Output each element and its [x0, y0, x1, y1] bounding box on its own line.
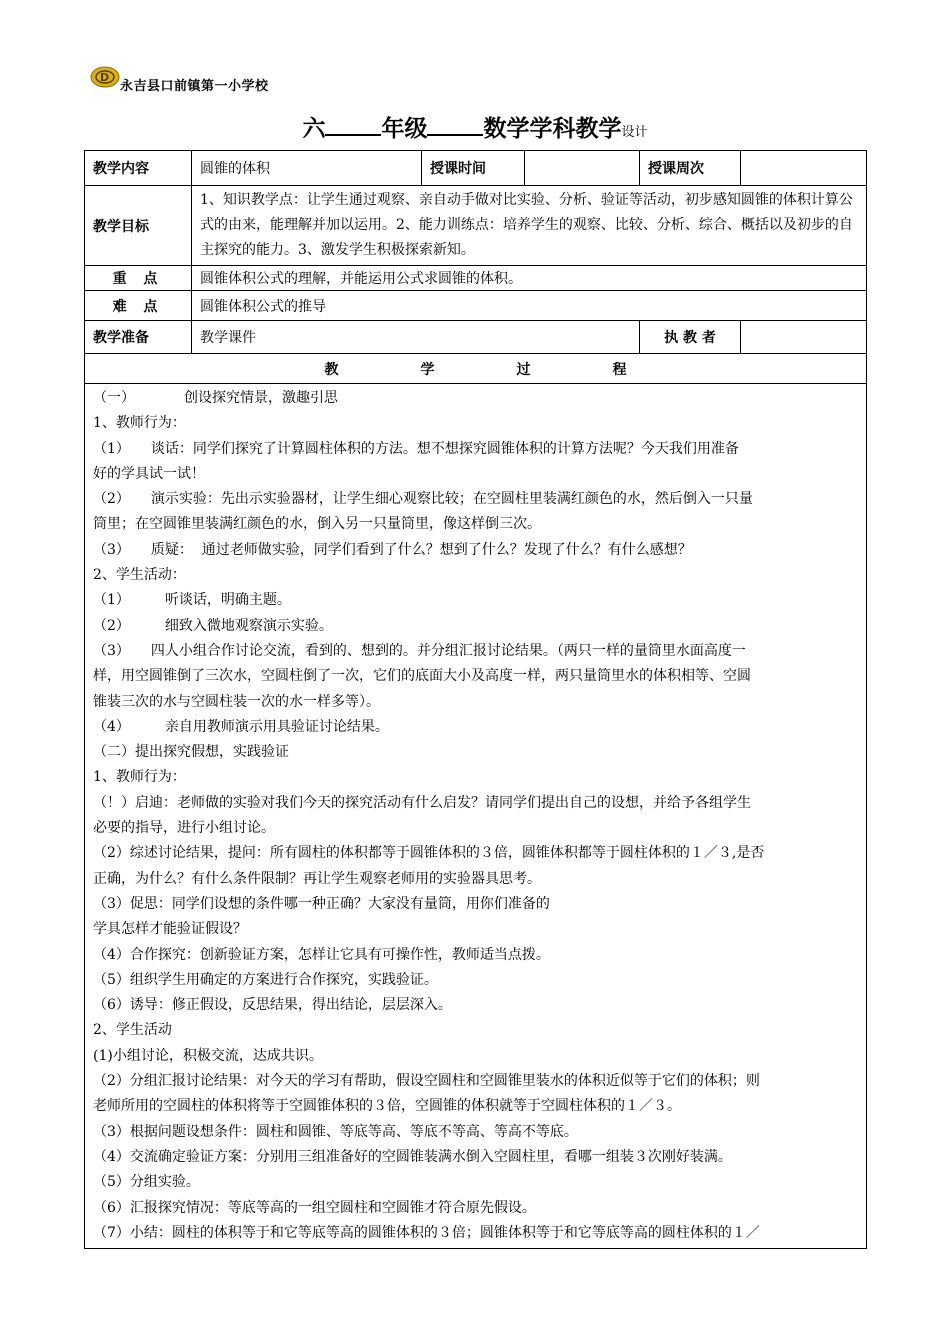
process-line-text: 必要的指导，进行小组讨论。 — [93, 820, 275, 837]
school-logo-icon — [90, 66, 120, 88]
process-line-text: （2） 演示实验：先出示实验器材，让学生细心观察比较；在空圆柱里装满红颜色的水，然后倒入一只量 — [93, 491, 753, 508]
prep-label: 教学准备 — [85, 321, 192, 354]
row-preparation — [85, 321, 867, 354]
process-line-text: 样，用空圆锥倒了三次水，空圆柱倒了一次，它们的底面大小及高度一样，两只量筒里水的体积相等、空圆 — [93, 668, 751, 685]
process-line — [93, 411, 858, 436]
process-line-text: （6）汇报探究情况：等底等高的一组空圆柱和空圆锥才符合原先假设。 — [93, 1199, 536, 1216]
process-line — [93, 765, 858, 790]
process-line-text: （3）根据问题设想条件：圆柱和圆锥、等底等高、等底不等高、等高不等底。 — [93, 1123, 578, 1140]
process-line-text: （2）综述讨论结果，提问：所有圆柱的体积都等于圆锥体积的３倍，圆锥体积都等于圆柱体积的１／３,是否 — [93, 845, 765, 862]
page-title — [0, 110, 950, 143]
process-line — [93, 437, 858, 462]
svg-text:D: D — [100, 71, 110, 84]
process-line-text: 老师所用的空圆柱的体积将等于空圆锥体积的３倍，空圆锥的体积就等于空圆柱体积的１／３。 — [93, 1098, 681, 1115]
process-line — [93, 1221, 858, 1246]
process-line — [93, 791, 858, 816]
process-line — [93, 690, 858, 715]
process-heading-char: 程 — [612, 361, 627, 378]
row-content — [85, 151, 867, 186]
process-line-text: （5）组织学生用确定的方案进行合作探究，实践验证。 — [93, 971, 438, 988]
title-blank-1 — [325, 114, 381, 136]
process-line — [93, 639, 858, 664]
row-process-heading — [85, 354, 867, 384]
time-value — [525, 151, 640, 186]
process-line-text: （2） 细致入微地观察演示实验。 — [93, 617, 333, 634]
content-value: 圆锥的体积 — [192, 151, 422, 186]
lesson-plan-table — [84, 150, 867, 1249]
process-line-text: 2、学生活动 — [93, 1022, 172, 1039]
process-line-text: （2）分组汇报讨论结果：对今天的学习有帮助，假设空圆柱和空圆锥里装水的体积近似等于它们的体积；则 — [93, 1073, 760, 1090]
process-line-text: （6）诱导：修正假设，反思结果，得出结论，层层深入。 — [93, 997, 452, 1014]
school-name: 永吉县口前镇第一小学校 — [120, 79, 269, 94]
process-line — [93, 462, 858, 487]
process-line-text: （4）合作探究：创新验证方案，怎样让它具有可操作性，教师适当点拨。 — [93, 946, 550, 963]
process-line — [93, 1170, 858, 1195]
process-line-text: (1)小组讨论，积极交流，达成共识。 — [93, 1047, 323, 1064]
process-line — [93, 512, 858, 537]
process-line — [93, 614, 858, 639]
objectives-label: 教学目标 — [85, 186, 192, 266]
objectives-value: 1、知识教学点：让学生通过观察、亲自动手做对比实验、分析、验证等活动，初步感知圆锥的体积计算公式的由来，能理解并加以运用。2、能力训练点：培养学生的观察、比较、分析、综合、概括以及初步的自主探究的能力。3、激发学生积极探索新知。 — [192, 186, 867, 266]
process-line-text: 好的学具试一试！ — [93, 465, 205, 482]
key-label: 重 点 — [85, 266, 192, 291]
content-label: 教学内容 — [85, 151, 192, 186]
week-label: 授课周次 — [640, 151, 741, 186]
process-line — [93, 968, 858, 993]
process-line-text: 1、教师行为： — [93, 415, 186, 432]
process-heading-char: 教 — [324, 361, 339, 378]
process-line — [93, 816, 858, 841]
process-line — [93, 917, 858, 942]
process-line — [93, 841, 858, 866]
process-line-text: 正确，为什么？有什么条件限制？再让学生观察老师用的实验器具思考。 — [93, 870, 541, 887]
process-line — [93, 1044, 858, 1069]
title-subject: 数学学科教学 — [483, 116, 622, 142]
process-line-text: （二）提出探究假想，实践验证 — [93, 744, 289, 761]
process-line-text: 2、学生活动： — [93, 567, 186, 584]
time-label: 授课时间 — [422, 151, 525, 186]
process-lines — [93, 386, 858, 1246]
process-line — [93, 664, 858, 689]
process-line — [93, 1120, 858, 1145]
process-line-text: （4） 亲自用教师演示用具验证讨论结果。 — [93, 718, 389, 735]
process-line — [93, 715, 858, 740]
title-grade: 六 — [302, 116, 326, 142]
process-heading-char: 学 — [420, 361, 435, 378]
difficulty-label: 难 点 — [85, 291, 192, 321]
key-value: 圆锥体积公式的理解，并能运用公式求圆锥的体积。 — [192, 266, 867, 291]
process-line-text: 锥装三次的水与空圆柱装一次的水一样多等）。 — [93, 693, 380, 710]
process-line — [93, 487, 858, 512]
process-line — [93, 1145, 858, 1170]
prep-value: 教学课件 — [192, 321, 640, 354]
process-line — [93, 1196, 858, 1221]
process-line-text: （5）分组实验。 — [93, 1174, 200, 1191]
process-heading-char: 过 — [516, 361, 531, 378]
process-line-text: （3） 质疑： 通过老师做实验，同学们看到了什么？想到了什么？发现了什么？有什么感想？ — [93, 541, 692, 558]
difficulty-value: 圆锥体积公式的推导 — [192, 291, 867, 321]
process-line-text: （3）促思：同学们设想的条件哪一种正确？大家没有量筒，用你们准备的 — [93, 895, 550, 912]
row-difficulty — [85, 291, 867, 321]
row-key — [85, 266, 867, 291]
process-line-text: （4）交流确定验证方案：分别用三组准备好的空圆锥装满水倒入空圆柱里，看哪一组装３次刚好装满。 — [93, 1148, 732, 1165]
process-line-text: 1、教师行为： — [93, 769, 186, 786]
process-body — [85, 384, 867, 1249]
process-line-text: （1） 听谈话，明确主题。 — [93, 592, 291, 609]
process-line-text: 学具怎样才能验证假设？ — [93, 921, 247, 938]
week-value — [741, 151, 867, 186]
process-line-text: 筒里；在空圆锥里装满红颜色的水，倒入另一只量筒里，像这样倒三次。 — [93, 516, 541, 533]
process-line — [93, 1094, 858, 1119]
process-line-text: （1） 谈话：同学们探究了计算圆柱体积的方法。想不想探究圆锥体积的计算方法呢？今天我们用准备 — [93, 440, 739, 457]
process-line — [93, 740, 858, 765]
process-line — [93, 943, 858, 968]
process-line-text: （3） 四人小组合作讨论交流，看到的、想到的。并分组汇报讨论结果。（两只一样的量筒里水面高度一 — [93, 642, 746, 659]
title-suffix: 设计 — [621, 125, 648, 140]
process-line-text: （！）启迪：老师做的实验对我们今天的探究活动有什么启发？请同学们提出自己的设想，并给予各组学生 — [93, 794, 751, 811]
process-line — [93, 1069, 858, 1094]
row-objectives — [85, 186, 867, 266]
title-blank-2 — [427, 114, 483, 136]
process-line — [93, 1018, 858, 1043]
row-process — [85, 384, 867, 1249]
process-line-text: （7）小结：圆柱的体积等于和它等底等高的圆锥体积的３倍；圆锥体积等于和它等底等高的圆柱体积的１／ — [93, 1224, 760, 1241]
process-line — [93, 563, 858, 588]
process-line — [93, 588, 858, 613]
process-line — [93, 892, 858, 917]
teacher-value — [741, 321, 867, 354]
process-line-text: （一） 创设探究情景，激趣引思 — [93, 390, 338, 406]
teacher-label: 执 教 者 — [640, 321, 741, 354]
process-line — [93, 993, 858, 1018]
process-line — [93, 538, 858, 563]
process-line — [93, 867, 858, 892]
title-mid: 年级 — [381, 116, 428, 142]
process-heading — [85, 354, 867, 384]
process-line — [93, 386, 858, 411]
